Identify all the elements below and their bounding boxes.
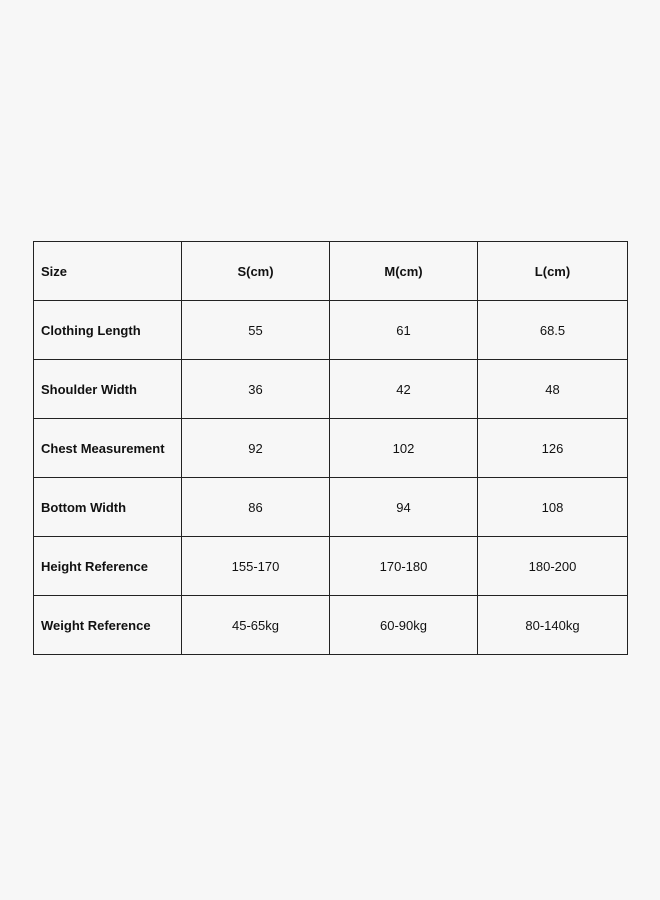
header-l: L(cm) [478, 242, 628, 301]
row-label: Height Reference [34, 537, 182, 596]
table-row [34, 419, 628, 478]
table-row [34, 301, 628, 360]
cell-m: 170-180 [330, 537, 478, 596]
cell-s: 155-170 [182, 537, 330, 596]
cell-l: 48 [478, 360, 628, 419]
row-label: Clothing Length [34, 301, 182, 360]
cell-l: 68.5 [478, 301, 628, 360]
table-row [34, 360, 628, 419]
cell-m: 60-90kg [330, 596, 478, 655]
row-label: Chest Measurement [34, 419, 182, 478]
table-row [34, 596, 628, 655]
row-label: Shoulder Width [34, 360, 182, 419]
table-row [34, 478, 628, 537]
cell-m: 102 [330, 419, 478, 478]
cell-s: 45-65kg [182, 596, 330, 655]
size-chart-table [33, 241, 628, 655]
header-s: S(cm) [182, 242, 330, 301]
cell-l: 126 [478, 419, 628, 478]
cell-s: 92 [182, 419, 330, 478]
cell-l: 80-140kg [478, 596, 628, 655]
cell-s: 86 [182, 478, 330, 537]
cell-s: 36 [182, 360, 330, 419]
cell-l: 108 [478, 478, 628, 537]
row-label: Bottom Width [34, 478, 182, 537]
table-header-row [34, 242, 628, 301]
header-m: M(cm) [330, 242, 478, 301]
cell-s: 55 [182, 301, 330, 360]
row-label: Weight Reference [34, 596, 182, 655]
cell-l: 180-200 [478, 537, 628, 596]
cell-m: 61 [330, 301, 478, 360]
cell-m: 42 [330, 360, 478, 419]
header-size: Size [34, 242, 182, 301]
cell-m: 94 [330, 478, 478, 537]
table-row [34, 537, 628, 596]
